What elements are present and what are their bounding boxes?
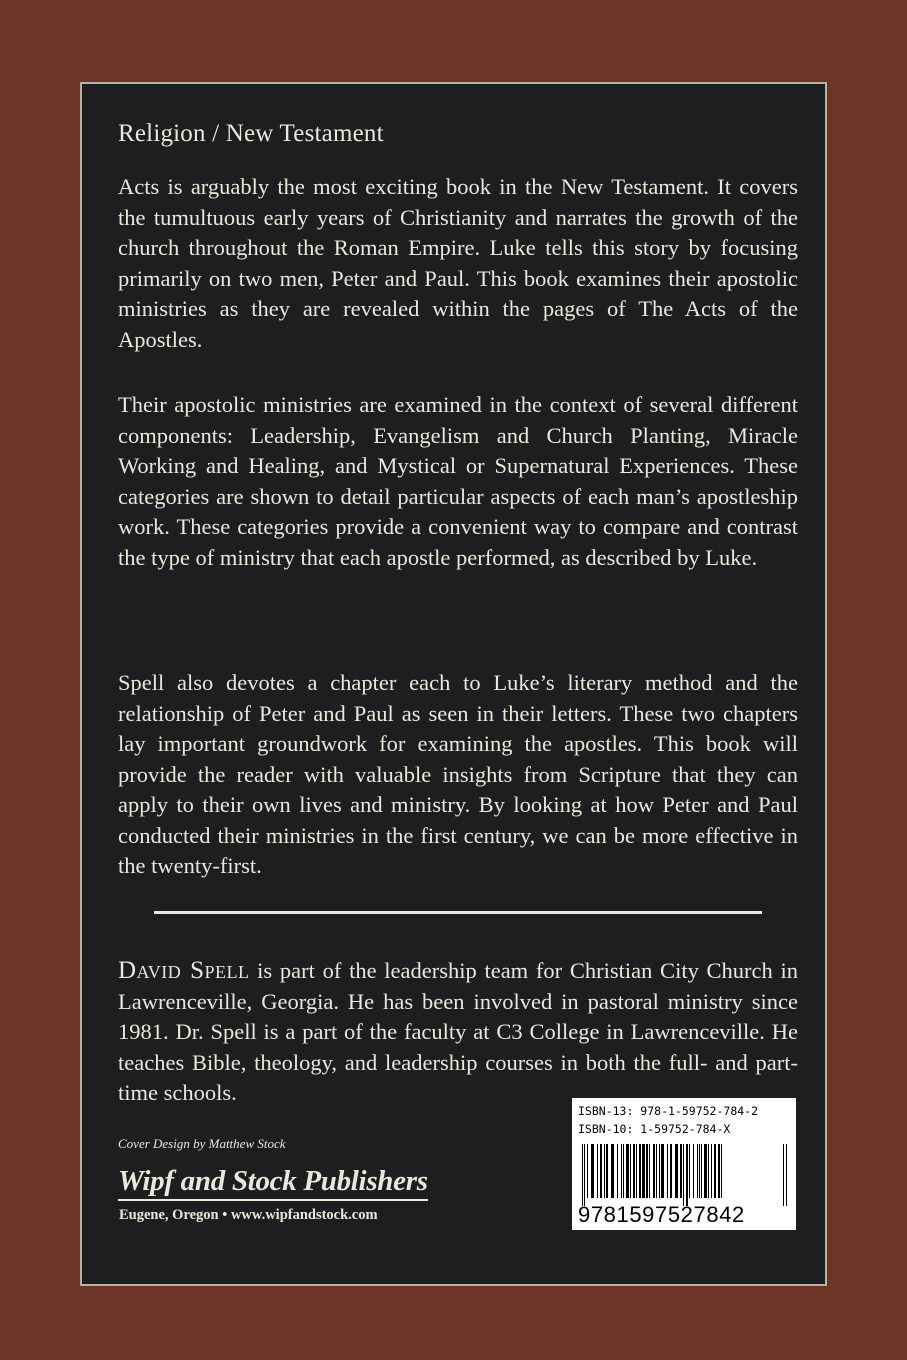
barcode-bars — [580, 1144, 788, 1206]
barcode-bar — [683, 1144, 684, 1206]
barcode-bar — [646, 1144, 648, 1198]
barcode-bar — [649, 1144, 650, 1198]
barcode-bar — [642, 1144, 645, 1198]
barcode-bar — [621, 1144, 622, 1198]
barcode-bar — [697, 1144, 698, 1198]
barcode-bar — [584, 1144, 585, 1206]
barcode-bar — [626, 1144, 629, 1198]
barcode-bar — [587, 1144, 588, 1198]
author-name: David Spell — [118, 957, 250, 984]
barcode-bar — [611, 1144, 614, 1198]
barcode-bar — [667, 1144, 668, 1198]
barcode-bar — [653, 1144, 655, 1198]
barcode-bar — [636, 1144, 637, 1198]
barcode-bar — [617, 1144, 618, 1198]
description-paragraph-2: Their apostolic ministries are examined in the context of several different components: Leadership, Evangelism and Church Planting, Miracle Working and Healing, and Mystical or Supernatural Experiences. These categories are shown to detail particular aspects of each man’s apostleship work. These categories provide a convenient way to compare and contrast the type of ministry that each apostle performed, as described by Luke. — [118, 392, 798, 570]
barcode-bar — [704, 1144, 707, 1198]
barcode-bar — [686, 1144, 688, 1206]
category-label: Religion / New Testament — [118, 120, 384, 147]
barcode-bar — [675, 1144, 678, 1198]
author-bio-text: is part of the leadership team for Christian City Church in Lawrenceville, Georgia. He has been involved in pastoral ministry since 1981. Dr. Spell is a part of the faculty at C3 College in Lawrenceville. He teaches Bible, theology, and leadership courses in both the full- and part-time schools. — [118, 958, 798, 1105]
description-paragraph-3: Spell also devotes a chapter each to Luke’s literary method and the relationship of Peter and Paul as seen in their letters. These two chapters lay important groundwork for examining the apostles. This book will provide the reader with valuable insights from Scripture that they can apply to their own lives and ministry. By looking at how Peter and Paul conducted their ministries in the first century, we can be more effective in the twenty-first. — [118, 670, 798, 878]
barcode-bar — [639, 1144, 641, 1198]
barcode-bar — [721, 1144, 722, 1198]
description-paragraph-1: Acts is arguably the most exciting book in the New Testament. It covers the tumultuous early years of Christianity and narrates the growth of the church throughout the Roman Empire. Luke tells this story by focusing primarily on two men, Peter and Paul. This book examines their apostolic ministries as they are revealed within the pages of The Acts of the Apostles. — [118, 174, 798, 352]
barcode-bar — [714, 1144, 716, 1198]
isbn-13-label: ISBN-13: 978-1-59752-784-2 — [578, 1104, 759, 1118]
barcode-bar — [680, 1144, 682, 1198]
barcode-bar — [699, 1144, 700, 1198]
barcode-bar — [604, 1144, 605, 1198]
barcode-bar — [591, 1144, 594, 1198]
barcode-bar — [659, 1144, 660, 1198]
barcode-bar — [630, 1144, 631, 1198]
barcode-bar — [661, 1144, 664, 1198]
barcode-bar — [633, 1144, 635, 1198]
barcode-bar — [582, 1144, 583, 1206]
barcode-bar — [693, 1144, 694, 1198]
barcode-bar — [623, 1144, 624, 1198]
author-bio — [118, 956, 798, 1109]
barcode-bar — [708, 1144, 709, 1198]
barcode-bar — [701, 1144, 702, 1198]
isbn-10-label: ISBN-10: 1-59752-784-X — [578, 1122, 731, 1136]
barcode-bar — [606, 1144, 608, 1198]
back-cover-panel — [80, 82, 827, 1286]
barcode-bar — [718, 1144, 720, 1198]
barcode-bar — [600, 1144, 602, 1198]
barcode-bar — [786, 1144, 787, 1206]
barcode-bar — [670, 1144, 672, 1198]
isbn-barcode — [572, 1098, 796, 1230]
barcode-bar — [597, 1144, 598, 1198]
barcode-bar — [656, 1144, 657, 1198]
publisher-logo: Wipf and Stock Publishers — [118, 1164, 428, 1201]
divider-rule — [154, 911, 762, 914]
barcode-bar — [783, 1144, 784, 1206]
publisher-address: Eugene, Oregon • www.wipfandstock.com — [119, 1207, 378, 1223]
barcode-bar — [711, 1144, 712, 1198]
cover-design-credit: Cover Design by Matthew Stock — [118, 1136, 286, 1151]
barcode-digits: 9781597527842 — [578, 1202, 745, 1227]
barcode-bar — [689, 1144, 690, 1198]
